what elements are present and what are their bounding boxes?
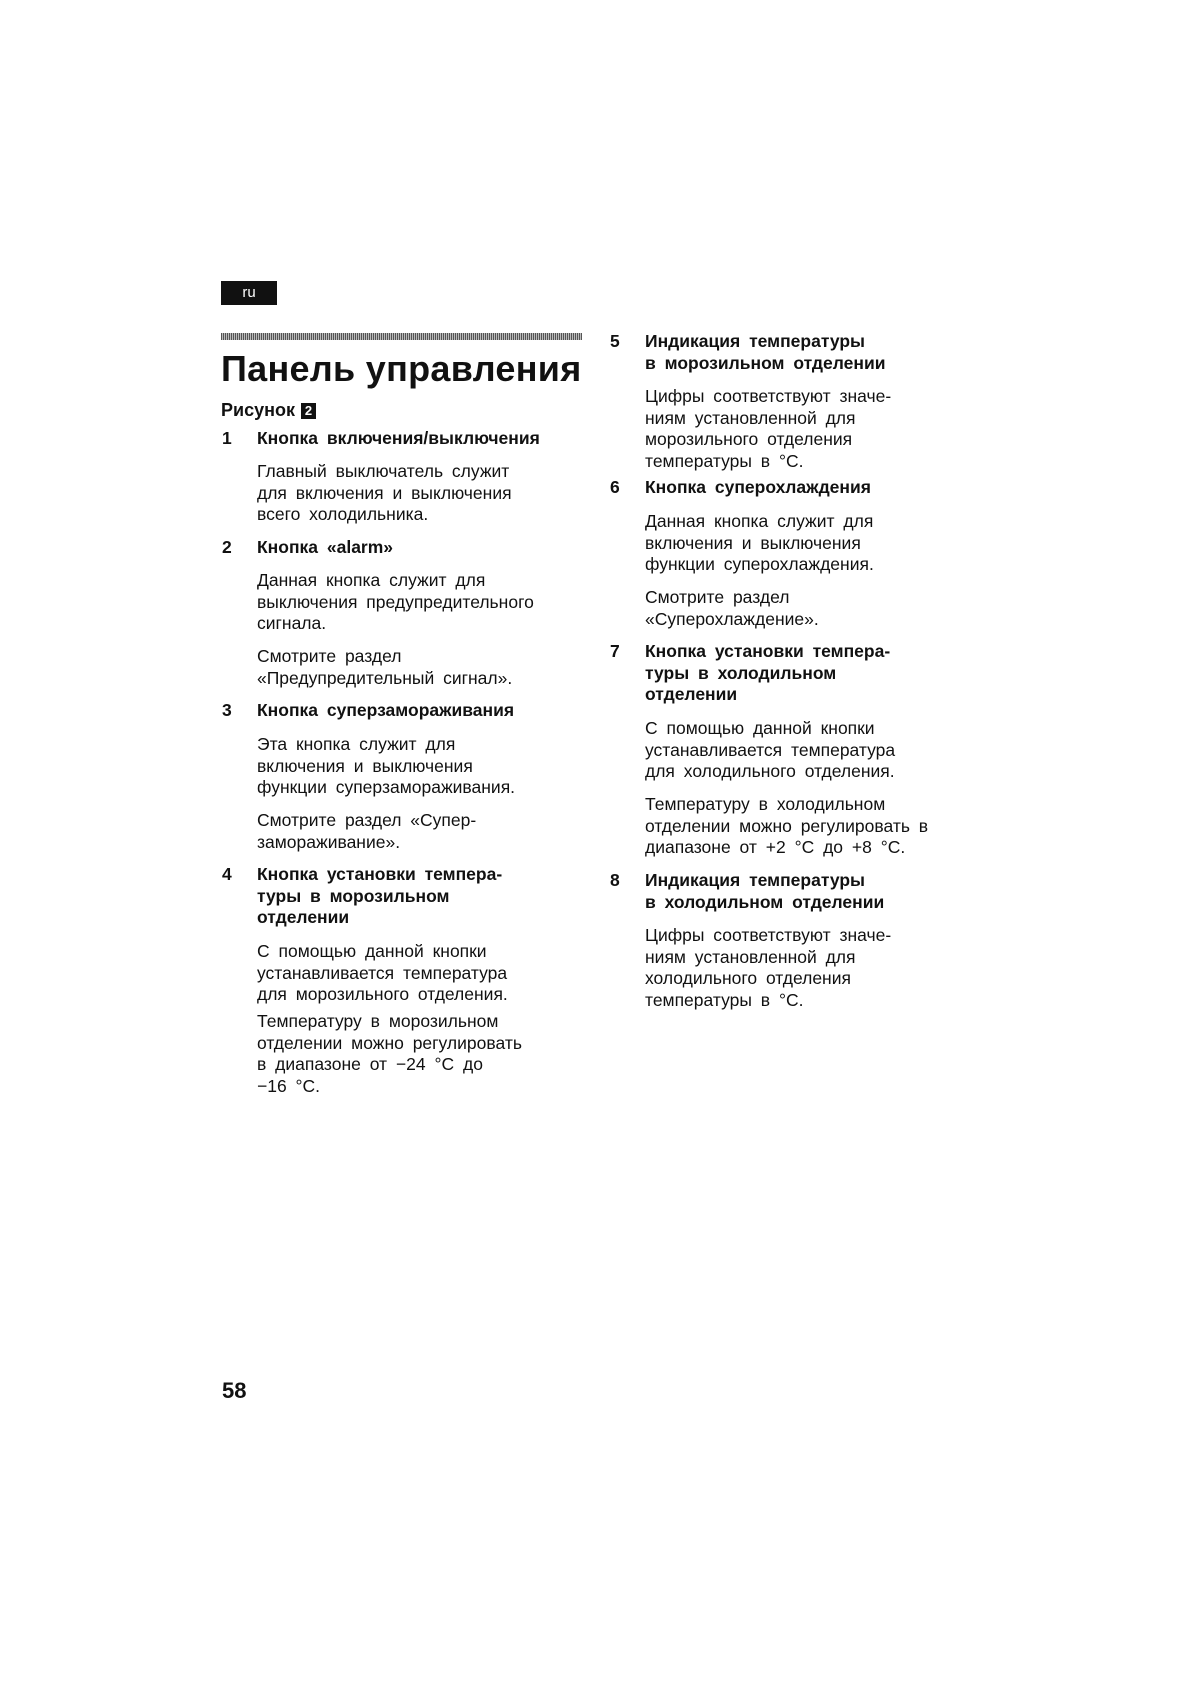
item-number: 3: [222, 700, 232, 720]
section-rule: [221, 333, 582, 340]
language-tag: ru: [221, 281, 277, 305]
text-line: включения и выключения: [645, 532, 861, 553]
text-line: Данная кнопка служит для: [257, 570, 486, 590]
text-line: сигнала.: [257, 613, 327, 634]
item-description: [645, 386, 891, 472]
text-line: всего холодильника.: [257, 504, 429, 525]
item-description: [645, 794, 928, 859]
text-line: Смотрите раздел «Супер-: [257, 810, 477, 830]
text-line: диапазоне от +2 °C до +8 °C.: [645, 837, 906, 858]
item-number: 2: [222, 537, 232, 557]
text-line: «Суперохлаждение».: [645, 608, 819, 629]
text-line: температуры в °C.: [645, 989, 804, 1010]
item-number: 4: [222, 864, 232, 884]
text-line: устанавливается температура: [257, 962, 508, 983]
text-line: Температуру в морозильном: [257, 1011, 499, 1031]
text-line: замораживание».: [257, 831, 401, 852]
item-description: [645, 718, 895, 783]
item-description: [645, 511, 874, 576]
item-description: [257, 461, 512, 526]
text-line: Главный выключатель служит: [257, 461, 510, 481]
item-heading: [257, 700, 514, 722]
item-heading: [645, 477, 871, 499]
text-line: холодильного отделения: [645, 968, 851, 989]
heading-line: Кнопка включения/выключения: [257, 428, 540, 448]
item-description: [257, 734, 515, 799]
text-line: отделении можно регулировать: [257, 1032, 522, 1053]
item-number: 5: [610, 331, 620, 351]
heading-line: Кнопка суперзамораживания: [257, 700, 515, 720]
item-heading: [257, 537, 393, 559]
figure-number: 2: [301, 403, 316, 419]
item-description: [257, 646, 512, 689]
item-description: [645, 925, 891, 1011]
text-line: «Предупредительный сигнал».: [257, 667, 513, 688]
text-line: ниям установленной для: [645, 407, 856, 428]
item-heading: [257, 864, 502, 929]
text-line: для морозильного отделения.: [257, 984, 508, 1005]
text-line: Цифры соответствуют значе-: [645, 386, 892, 406]
heading-line: Кнопка установки темпера-: [645, 641, 891, 661]
heading-line: в холодильном отделении: [645, 891, 885, 912]
heading-line: Кнопка «alarm»: [257, 537, 394, 557]
text-line: для холодильного отделения.: [645, 761, 895, 782]
heading-line: отделении: [645, 684, 738, 705]
item-number: 8: [610, 870, 620, 890]
text-line: −16 °C.: [257, 1075, 321, 1096]
text-line: Цифры соответствуют значе-: [645, 925, 892, 945]
text-line: выключения предупредительного: [257, 591, 534, 612]
item-number: 1: [222, 428, 232, 448]
item-number: 7: [610, 641, 620, 661]
text-line: С помощью данной кнопки: [257, 941, 487, 961]
text-line: для включения и выключения: [257, 482, 512, 503]
text-line: в диапазоне от −24 °C до: [257, 1054, 483, 1075]
heading-line: отделении: [257, 907, 350, 928]
heading-line: Индикация температуры: [645, 331, 865, 351]
text-line: функции суперзамораживания.: [257, 777, 516, 798]
text-line: функции суперохлаждения.: [645, 554, 874, 575]
text-line: устанавливается температура: [645, 739, 896, 760]
text-line: отделении можно регулировать в: [645, 815, 929, 836]
text-line: Смотрите раздел: [257, 646, 402, 666]
text-line: Температуру в холодильном: [645, 794, 886, 814]
text-line: морозильного отделения: [645, 429, 853, 450]
heading-line: Кнопка суперохлаждения: [645, 477, 871, 497]
item-heading: [645, 870, 884, 913]
item-description: [645, 587, 819, 630]
text-line: ниям установленной для: [645, 946, 856, 967]
figure-label: Рисунок: [221, 400, 295, 420]
text-line: Смотрите раздел: [645, 587, 790, 607]
page-title: Панель управления: [221, 348, 582, 389]
text-line: включения и выключения: [257, 755, 473, 776]
item-heading: [645, 641, 890, 706]
item-heading: [645, 331, 885, 374]
heading-line: Кнопка установки темпера-: [257, 864, 503, 884]
item-description: [257, 810, 476, 853]
text-line: Данная кнопка служит для: [645, 511, 874, 531]
item-description: [257, 570, 534, 635]
item-description: [257, 1011, 522, 1097]
heading-line: туры в морозильном: [257, 885, 450, 906]
item-heading: [257, 428, 540, 450]
text-line: С помощью данной кнопки: [645, 718, 875, 738]
heading-line: туры в холодильном: [645, 662, 837, 683]
heading-line: в морозильном отделении: [645, 352, 886, 373]
heading-line: Индикация температуры: [645, 870, 865, 890]
text-line: температуры в °C.: [645, 450, 804, 471]
item-description: [257, 941, 508, 1006]
figure-reference: [221, 400, 316, 421]
text-line: Эта кнопка служит для: [257, 734, 456, 754]
item-number: 6: [610, 477, 620, 497]
page-number: 58: [222, 1378, 247, 1403]
